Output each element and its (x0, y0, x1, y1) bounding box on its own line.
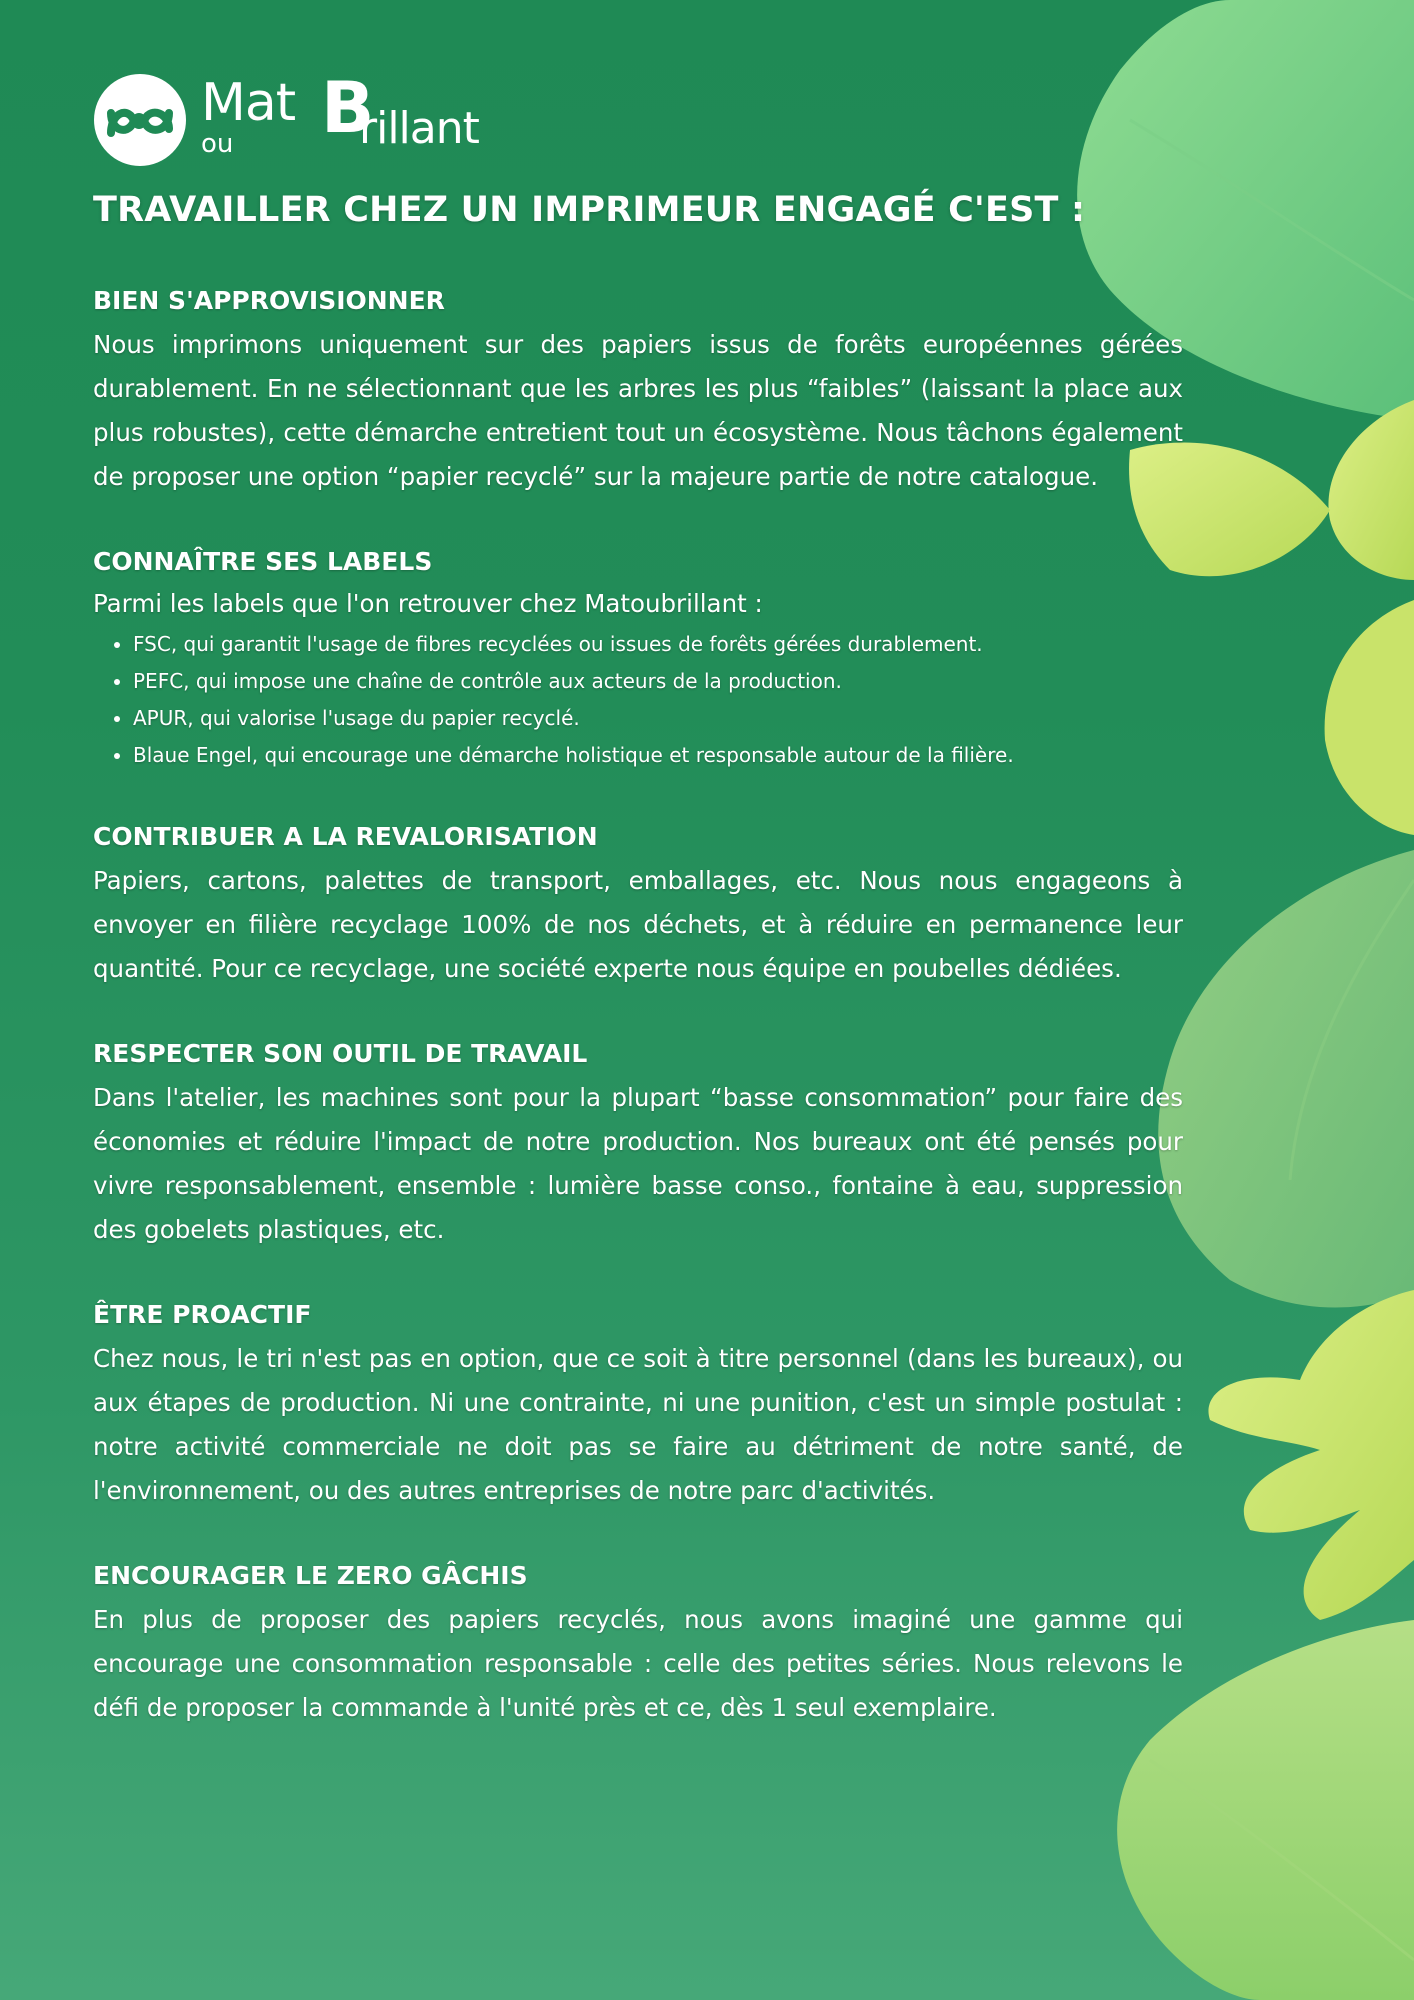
main-content (93, 67, 1183, 1778)
section-intro: Parmi les labels que l'on retrouver chez Matoubrillant : (93, 589, 763, 618)
section-outil (93, 1039, 1183, 1252)
section-body: Chez nous, le tri n'est pas en option, que ce soit à titre personnel (dans les bureaux), ou aux étapes de production. Ni une contrainte, ni une punition, c'est un simple postulat : notre activité commerciale ne doit pas se faire au détriment de notre santé, de l'environnement, ou des autres entreprises de notre parc d'activités. (93, 1344, 1183, 1505)
section-heading: CONTRIBUER A LA REVALORISATION (93, 822, 598, 851)
brand-logo (93, 67, 1183, 170)
section-body: En plus de proposer des papiers recyclés, nous avons imaginé une gamme qui encourage une consommation responsable : celle des petites séries. Nous relevons le défi de proposer la commande à l'unité près et ce, dès 1 seul exemplaire. (93, 1605, 1183, 1722)
logo-wordmark (199, 67, 529, 167)
section-approvisionner (93, 286, 1183, 499)
list-item: • PEFC, qui impose une chaîne de contrôle aux acteurs de la production. (133, 663, 1183, 700)
list-item: • Blaue Engel, qui encourage une démarche holistique et responsable autour de la filière. (133, 737, 1183, 774)
page-title: TRAVAILLER CHEZ UN IMPRIMEUR ENGAGÉ C'EST : (93, 190, 1086, 230)
section-labels (93, 547, 1183, 774)
section-heading: CONNAÎTRE SES LABELS (93, 547, 433, 576)
section-heading: ÊTRE PROACTIF (93, 1300, 312, 1329)
leaf-middle (1158, 850, 1414, 1308)
logo-mark-icon (93, 73, 187, 167)
logo-text-b: B (321, 67, 375, 149)
logo-text-rillant: rillant (359, 103, 479, 154)
leaf-lime-upper (1328, 400, 1414, 580)
section-revalorisation (93, 822, 1183, 991)
list-item: • APUR, qui valorise l'usage du papier recyclé. (133, 700, 1183, 737)
list-item: • FSC, qui garantit l'usage de fibres recyclées ou issues de forêts gérées durablement. (133, 626, 1183, 663)
section-body: Papiers, cartons, palettes de transport, emballages, etc. Nous nous engageons à envoyer en filière recyclage 100% de nos déchets, et à réduire en permanence leur quantité. Pour ce recyclage, une société experte nous équipe en poubelles dédiées. (93, 866, 1183, 983)
section-heading: RESPECTER SON OUTIL DE TRAVAIL (93, 1039, 588, 1068)
logo-text-ou: ou (201, 129, 234, 159)
section-body: Nous imprimons uniquement sur des papiers issus de forêts européennes gérées durablement. En ne sélectionnant que les arbres les plus “faibles” (laissant la place aux plus robustes), cette démarche entretient tout un écosystème. Nous tâchons également de proposer une option “papier recyclé” sur la majeure partie de notre catalogue. (93, 330, 1183, 491)
logo-text-mat: Mat (201, 73, 296, 133)
section-zero-gachis (93, 1561, 1183, 1730)
section-heading: BIEN S'APPROVISIONNER (93, 286, 445, 315)
section-proactif (93, 1300, 1183, 1513)
leaf-monstera (1208, 1290, 1414, 1620)
labels-list (93, 626, 1183, 774)
section-body: Dans l'atelier, les machines sont pour la plupart “basse consommation” pour faire des économies et réduire l'impact de notre production. Nos bureaux ont été pensés pour vivre responsablement, ensemble : lumière basse conso., fontaine à eau, suppression des gobelets plastiques, etc. (93, 1083, 1183, 1244)
section-heading: ENCOURAGER LE ZERO GÂCHIS (93, 1561, 528, 1590)
